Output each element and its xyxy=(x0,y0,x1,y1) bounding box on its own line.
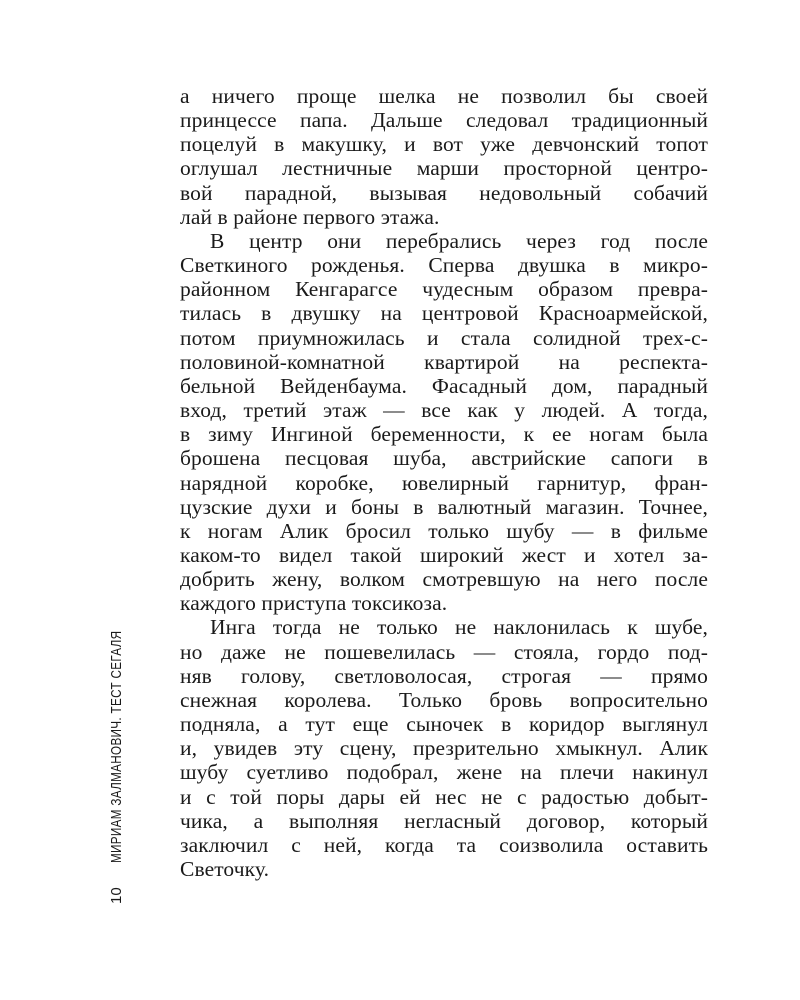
text-line: Светочку. xyxy=(180,857,270,881)
text-line: каком-то видел такой широкий жест и хотел за- xyxy=(180,542,708,567)
text-line: и с той поры дары ей нес не с радостью добыт- xyxy=(180,784,708,809)
paragraph-1 xyxy=(180,84,708,229)
text-line: принцессе папа. Дальше следовал традиционный xyxy=(180,108,708,133)
body-text xyxy=(180,84,708,881)
text-line: Инга тогда не только не наклонилась к шубе, xyxy=(210,615,708,640)
text-line: чика, а выполняя негласный договор, который xyxy=(180,808,708,833)
text-line: а ничего проще шелка не позволил бы своей xyxy=(180,84,708,108)
running-head xyxy=(108,565,125,904)
text-line: цузские духи и боны в валютный магазин. Точнее, xyxy=(180,494,708,519)
text-line: бельной Вейденбаума. Фасадный дом, парадный xyxy=(180,373,708,398)
text-line: добрить жену, волком смотревшую на него после xyxy=(180,567,708,592)
text-line: заключил с ней, когда та соизволила оставить xyxy=(180,832,708,857)
text-line: потом приумножилась и стала солидной трех-с- xyxy=(180,325,708,350)
text-line: няв голову, светловолосая, строгая — прямо xyxy=(180,663,708,688)
text-line: нарядной коробке, ювелирный гарнитур, фран- xyxy=(180,470,708,495)
text-line: оглушал лестничные марши просторной центро- xyxy=(180,156,708,181)
text-line: шубу суетливо подобрал, жене на плечи накинул xyxy=(180,760,708,785)
text-line: половиной-комнатной квартирой на респекта- xyxy=(180,349,708,374)
running-head-title: МИРИАМ ЗАЛМАНОВИЧ. ТЕСТ СЕГАЛЯ xyxy=(108,630,125,864)
text-line: к ногам Алик бросил только шубу — в фильме xyxy=(180,518,708,543)
text-line: Светкиного рожденья. Сперва двушка в микро- xyxy=(180,253,708,278)
text-line: и, увидев эту сцену, презрительно хмыкнул. Алик xyxy=(180,736,708,761)
paragraph-2 xyxy=(180,229,708,616)
text-line: каждого приступа токсикоза. xyxy=(180,591,448,616)
text-line: районном Кенгарагсе чудесным образом превра- xyxy=(180,277,708,302)
paragraph-3 xyxy=(180,615,708,881)
text-line: тилась в двушку на центровой Красноармейской, xyxy=(180,301,708,326)
page-number: 10 xyxy=(108,887,125,904)
text-line: поцелуй в макушку, и вот уже девчонский топот xyxy=(180,132,708,157)
text-line: но даже не пошевелилась — стояла, гордо под- xyxy=(180,639,708,664)
text-line: в зиму Ингиной беременности, к ее ногам была xyxy=(180,422,708,447)
text-line: вход, третий этаж — все как у людей. А тогда, xyxy=(180,398,708,423)
text-line: брошена песцовая шуба, австрийские сапоги в xyxy=(180,446,708,471)
text-line: подняла, а тут еще сыночек в коридор выглянул xyxy=(180,712,708,737)
text-line: вой парадной, вызывая недовольный собачий xyxy=(180,180,708,205)
text-line: В центр они перебрались через год после xyxy=(210,228,708,253)
text-line: снежная королева. Только бровь вопросительно xyxy=(180,687,708,712)
text-line: лай в районе первого этажа. xyxy=(180,204,440,229)
